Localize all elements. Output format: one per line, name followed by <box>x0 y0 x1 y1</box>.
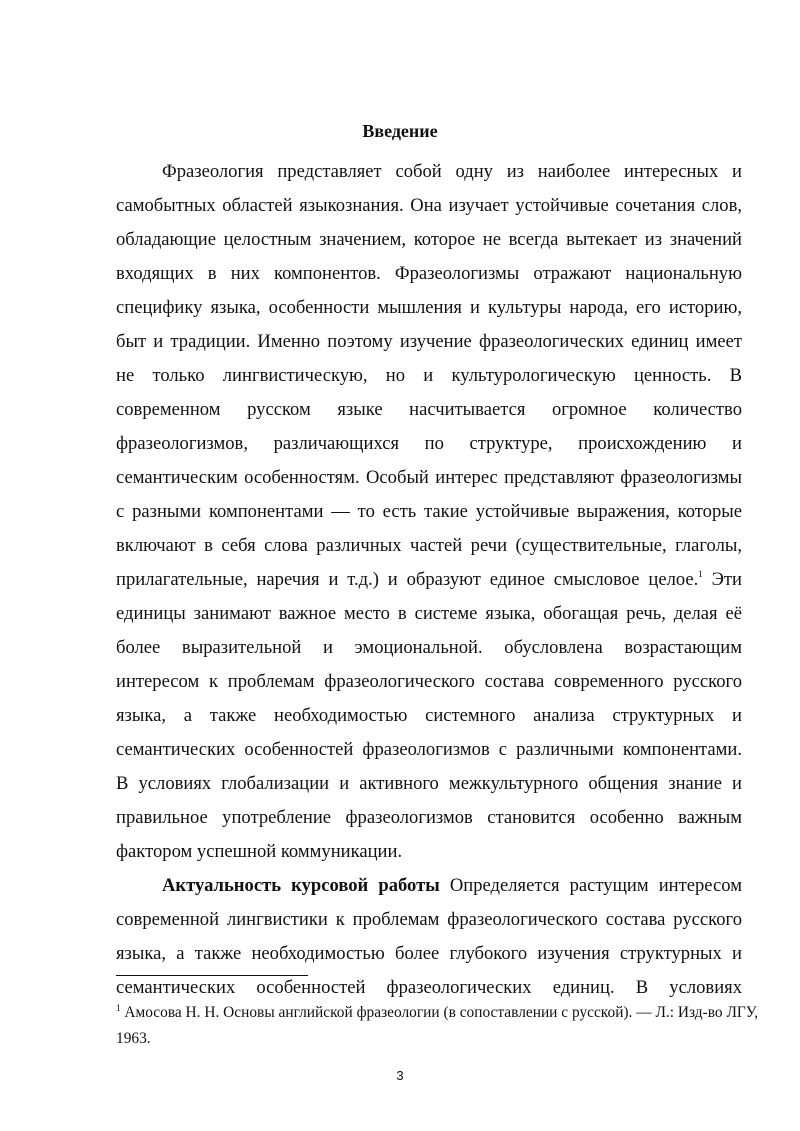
paragraph-line: семантическим особенностям. Особый интерес представляют фразеологизмы <box>116 467 742 488</box>
paragraph-line: обладающие целостным значением, которое не всегда вытекает из значений <box>116 229 742 250</box>
paragraph-line <box>162 875 742 897</box>
paragraph-line: языка, а также необходимостью более глубокого изучения структурных и <box>116 943 742 964</box>
paragraph-line: языка, а также необходимостью системного анализа структурных и <box>116 705 742 726</box>
paragraph-line: более выразительной и эмоциональной. обусловлена возрастающим <box>116 637 742 658</box>
footnote-separator <box>116 975 308 976</box>
paragraph-line: В условиях глобализации и активного межкультурного общения знание и <box>116 773 742 794</box>
paragraph-line: быт и традиции. Именно поэтому изучение фразеологических единиц имеет <box>116 331 742 352</box>
paragraph-line: фразеологизмов, различающихся по структуре, происхождению и <box>116 433 742 454</box>
paragraph-line: не только лингвистическую, но и культурологическую ценность. В <box>116 365 742 386</box>
paragraph-line: самобытных областей языкознания. Она изучает устойчивые сочетания слов, <box>116 195 742 216</box>
paragraph-line: интересом к проблемам фразеологического состава современного русского <box>116 671 742 692</box>
footnote-line <box>116 1003 759 1023</box>
footnote-text: Амосова Н. Н. Основы английской фразеологии (в сопоставлении с русской). — Л.: Изд-во ЛГУ, <box>124 1004 759 1021</box>
footnote-line: 1963. <box>116 1030 151 1047</box>
page-number: 3 <box>396 1068 404 1083</box>
paragraph-line: фактором успешной коммуникации. <box>116 841 403 862</box>
bold-lead-text: Актуальность курсовой работы <box>162 875 440 896</box>
paragraph-line: семантических особенностей фразеологических единиц. В условиях <box>116 977 742 998</box>
footnote-reference[interactable]: 1 <box>698 569 703 579</box>
paragraph-line: современном русском языке насчитывается огромное количество <box>116 399 742 420</box>
paragraph-line: входящих в них компонентов. Фразеологизмы отражают национальную <box>116 263 742 284</box>
paragraph-text: прилагательные, наречия и т.д.) и образуют единое смысловое целое. <box>116 569 699 590</box>
paragraph-line-with-footnote <box>116 569 742 591</box>
paragraph-text: Эти <box>711 569 742 590</box>
paragraph-line: Фразеология представляет собой одну из наиболее интересных и <box>162 161 742 182</box>
footnote-marker: 1 <box>116 1003 121 1013</box>
paragraph-text: Определяется растущим интересом <box>449 875 742 896</box>
section-heading: Введение <box>362 121 438 141</box>
paragraph-line: единицы занимают важное место в системе языка, обогащая речь, делая её <box>116 603 742 624</box>
paragraph-line: специфику языка, особенности мышления и культуры народа, его историю, <box>116 297 742 318</box>
paragraph-line: современной лингвистики к проблемам фразеологического состава русского <box>116 909 742 930</box>
paragraph-line: семантических особенностей фразеологизмов с различными компонентами. <box>116 739 742 760</box>
paragraph-line: правильное употребление фразеологизмов становится особенно важным <box>116 807 742 828</box>
paragraph-line: с разными компонентами — то есть такие устойчивые выражения, которые <box>116 501 742 522</box>
paragraph-line: включают в себя слова различных частей речи (существительные, глаголы, <box>116 535 742 556</box>
